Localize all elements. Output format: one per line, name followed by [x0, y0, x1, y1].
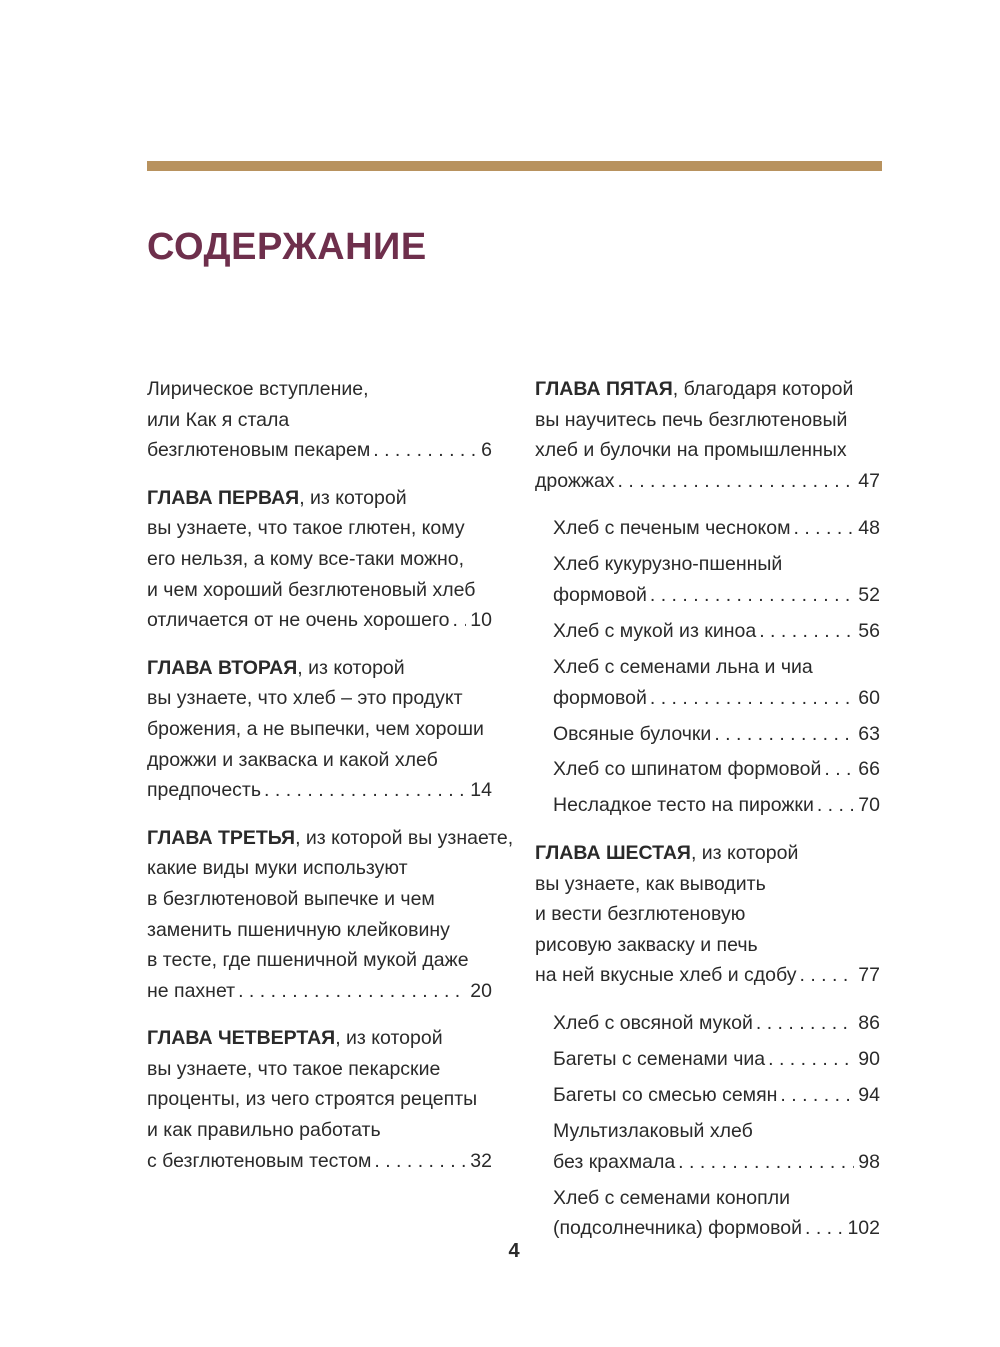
toc-page-number: 48 [858, 517, 880, 540]
toc-page-number: 98 [858, 1150, 880, 1173]
toc-page-number: 63 [858, 722, 880, 745]
toc-entry-last-text: Багеты с семенами чиа [553, 1048, 766, 1071]
leader-dots [650, 580, 854, 611]
toc-entry-last-text: отличается от не очень хорошего [147, 609, 450, 632]
toc-entry-first-line [147, 1023, 492, 1054]
toc-entry-last-text: безглютеновым пекарем [147, 439, 371, 462]
toc-entry-line: брожения, а не выпечки, чем хороши [147, 717, 484, 740]
leader-dots [373, 435, 477, 466]
toc-recipe-entry[interactable] [553, 549, 880, 610]
toc-entry-first-line [147, 653, 492, 684]
toc-entry-last-line [553, 719, 880, 750]
toc-entry-last-text: (подсолнечника) формовой [553, 1217, 802, 1240]
toc-entry-line: рисовую закваску и печь [535, 933, 758, 956]
toc-entry[interactable] [147, 653, 492, 806]
page-title: СОДЕРЖАНИЕ [147, 226, 427, 268]
toc-entry-line: вы узнаете, как выводить [535, 872, 766, 895]
toc-entry-line: какие виды муки используют [147, 857, 408, 880]
page-number: 4 [508, 1240, 520, 1262]
toc-entry-line: и как правильно работать [147, 1119, 381, 1142]
toc-entry-last-line [553, 616, 880, 647]
toc-recipe-entry[interactable] [553, 1080, 880, 1111]
toc-entry-last-line [147, 435, 492, 466]
toc-recipe-entry[interactable] [553, 754, 880, 785]
toc-entry[interactable] [535, 838, 880, 991]
toc-page-number: 20 [470, 979, 492, 1002]
toc-entry-line: в безглютеновой выпечке и чем [147, 887, 435, 910]
toc-entry-last-text: не пахнет [147, 979, 236, 1002]
leader-dots [264, 775, 466, 806]
toc-page-number: 47 [858, 469, 880, 492]
toc-entry-last-line [553, 754, 880, 785]
toc-entry-last-line [553, 683, 880, 714]
toc-entry-line: и вести безглютеновую [535, 903, 746, 926]
toc-entry-last-line [553, 1080, 880, 1111]
toc-page-number: 52 [858, 583, 880, 606]
toc-entry-last-text: дрожжах [535, 469, 615, 492]
recipe-list [553, 1008, 880, 1244]
leader-dots [794, 513, 855, 544]
toc-entry-first-line [535, 838, 880, 869]
toc-entry-last-text: Овсяные булочки [553, 722, 712, 745]
toc-recipe-entry[interactable] [553, 616, 880, 647]
toc-entry-last-line [553, 1044, 880, 1075]
toc-entry-line: Мультизлаковый хлеб [553, 1119, 753, 1142]
leader-dots [678, 1147, 854, 1178]
toc-entry-line: хлеб и булочки на промышленных [535, 439, 847, 462]
leader-dots [780, 1080, 854, 1111]
leader-dots [650, 683, 854, 714]
leader-dots [238, 976, 466, 1007]
toc-entry-last-text: Хлеб с печеным чесноком [553, 517, 791, 540]
chapter-first-line-rest: , из которой [335, 1027, 443, 1050]
toc-entry-line: дрожжи и закваска и какой хлеб [147, 748, 438, 771]
leader-dots [374, 1146, 466, 1177]
toc-recipe-entry[interactable] [553, 1183, 880, 1244]
toc-entry-line: Хлеб с семенами льна и чиа [553, 655, 813, 678]
toc-entry-last-line [535, 960, 880, 991]
toc-page-number: 32 [470, 1149, 492, 1172]
chapter-first-line-rest: , из которой [690, 842, 799, 865]
leader-dots [824, 754, 854, 785]
toc-page-number: 102 [847, 1217, 880, 1240]
toc-page-number: 66 [858, 758, 880, 781]
toc-entry-first-line [147, 483, 492, 514]
toc-entry[interactable] [147, 374, 492, 466]
toc-recipe-entry[interactable] [553, 652, 880, 713]
chapter-label: ГЛАВА ПЕРВАЯ [147, 486, 300, 509]
toc-recipe-entry[interactable] [553, 1008, 880, 1039]
leader-dots [768, 1044, 854, 1075]
toc-entry-last-text: формовой [553, 686, 647, 709]
leader-dots [756, 1008, 854, 1039]
toc-entry-last-text: без крахмала [553, 1150, 676, 1173]
chapter-first-line-rest: , из которой [297, 656, 405, 679]
leader-dots [452, 605, 466, 636]
chapter-label: ГЛАВА ВТОРАЯ [147, 656, 298, 679]
chapter-label: ГЛАВА ТРЕТЬЯ [147, 826, 296, 849]
toc-entry-last-line [553, 1008, 880, 1039]
toc-entry-line: вы научитесь печь безглютеновый [535, 408, 848, 431]
leader-dots [759, 616, 854, 647]
toc-entry-first-line [535, 374, 880, 405]
toc-entry-last-line [535, 466, 880, 497]
top-decorative-rule [147, 161, 882, 171]
toc-entry-last-text: Несладкое тесто на пирожки [553, 794, 814, 817]
toc-entry-first-line [147, 823, 514, 854]
toc-page-number: 56 [858, 619, 880, 642]
chapter-first-line-rest: , из которой [299, 486, 407, 509]
toc-entry-line: или Как я стала [147, 408, 290, 431]
toc-page-number: 90 [858, 1048, 880, 1071]
toc-page-number: 10 [470, 609, 492, 632]
toc-right-column [535, 374, 880, 1261]
toc-page-number: 6 [481, 439, 492, 462]
leader-dots [800, 960, 855, 991]
toc-entry-line: вы узнаете, что такое глютен, кому [147, 517, 465, 540]
toc-entry-last-text: формовой [553, 583, 647, 606]
toc-entry-last-text: предпочесть [147, 779, 262, 802]
chapter-label: ГЛАВА ЧЕТВЕРТАЯ [147, 1027, 336, 1050]
toc-entry-last-line [553, 790, 880, 821]
toc-entry-line: вы узнаете, что хлеб – это продукт [147, 687, 463, 710]
toc-entry-last-line [553, 1147, 880, 1178]
toc-entry-line: и чем хороший безглютеновый хлеб [147, 578, 476, 601]
toc-entry-last-line [147, 605, 492, 636]
toc-page-number: 14 [470, 779, 492, 802]
toc-page-number: 60 [858, 686, 880, 709]
toc-entry-last-text: на ней вкусные хлеб и сдобу [535, 964, 797, 987]
toc-entry[interactable] [147, 1023, 492, 1176]
toc-entry-last-text: Хлеб с мукой из киноа [553, 619, 757, 642]
chapter-first-line-rest: , благодаря которой [672, 378, 854, 400]
toc-entry-last-text: с безглютеновым тестом [147, 1149, 372, 1172]
toc-entry-last-line [147, 1146, 492, 1177]
toc-entry-last-line [553, 580, 880, 611]
toc-entry-line: Хлеб с семенами конопли [553, 1186, 790, 1209]
toc-entry[interactable] [147, 483, 492, 636]
toc-entry[interactable] [147, 823, 514, 1007]
toc-entry[interactable] [535, 374, 880, 496]
toc-entry-line: заменить пшеничную клейковину [147, 918, 450, 941]
chapter-label: ГЛАВА ШЕСТАЯ [535, 842, 691, 865]
toc-recipe-entry[interactable] [553, 719, 880, 750]
toc-entry-line: Хлеб кукурузно-пшенный [553, 553, 783, 576]
toc-page-number: 86 [858, 1012, 880, 1035]
toc-entry-last-line [147, 775, 492, 806]
leader-dots [618, 466, 855, 497]
leader-dots [817, 790, 854, 821]
toc-entry-line: Лирическое вступление, [147, 378, 369, 400]
toc-entry-last-text: Багеты со смесью семян [553, 1084, 778, 1106]
toc-entry-last-text: Хлеб с овсяной мукой [553, 1012, 753, 1035]
toc-page-number: 70 [858, 794, 880, 817]
chapter-label: ГЛАВА ПЯТАЯ [535, 378, 673, 400]
toc-entry-line: вы узнаете, что такое пекарские [147, 1057, 441, 1080]
leader-dots [714, 719, 854, 750]
toc-recipe-entry[interactable] [553, 1044, 880, 1075]
toc-entry-last-text: Хлеб со шпинатом формовой [553, 758, 822, 781]
toc-page-number: 94 [858, 1084, 880, 1106]
toc-entry-last-line [147, 976, 492, 1007]
toc-entry-line: проценты, из чего строятся рецепты [147, 1088, 478, 1111]
toc-entry-last-line [553, 513, 880, 544]
toc-left-column [147, 374, 514, 1193]
toc-page-number: 77 [858, 964, 880, 987]
chapter-first-line-rest: , из которой вы узнаете, [295, 826, 514, 849]
recipe-list [553, 513, 880, 821]
toc-recipe-entry[interactable] [553, 790, 880, 821]
toc-entry-line: его нельзя, а кому все-таки можно, [147, 547, 465, 570]
toc-recipe-entry[interactable] [553, 1116, 880, 1177]
toc-recipe-entry[interactable] [553, 513, 880, 544]
toc-entry-line: в тесте, где пшеничной мукой даже [147, 949, 469, 972]
